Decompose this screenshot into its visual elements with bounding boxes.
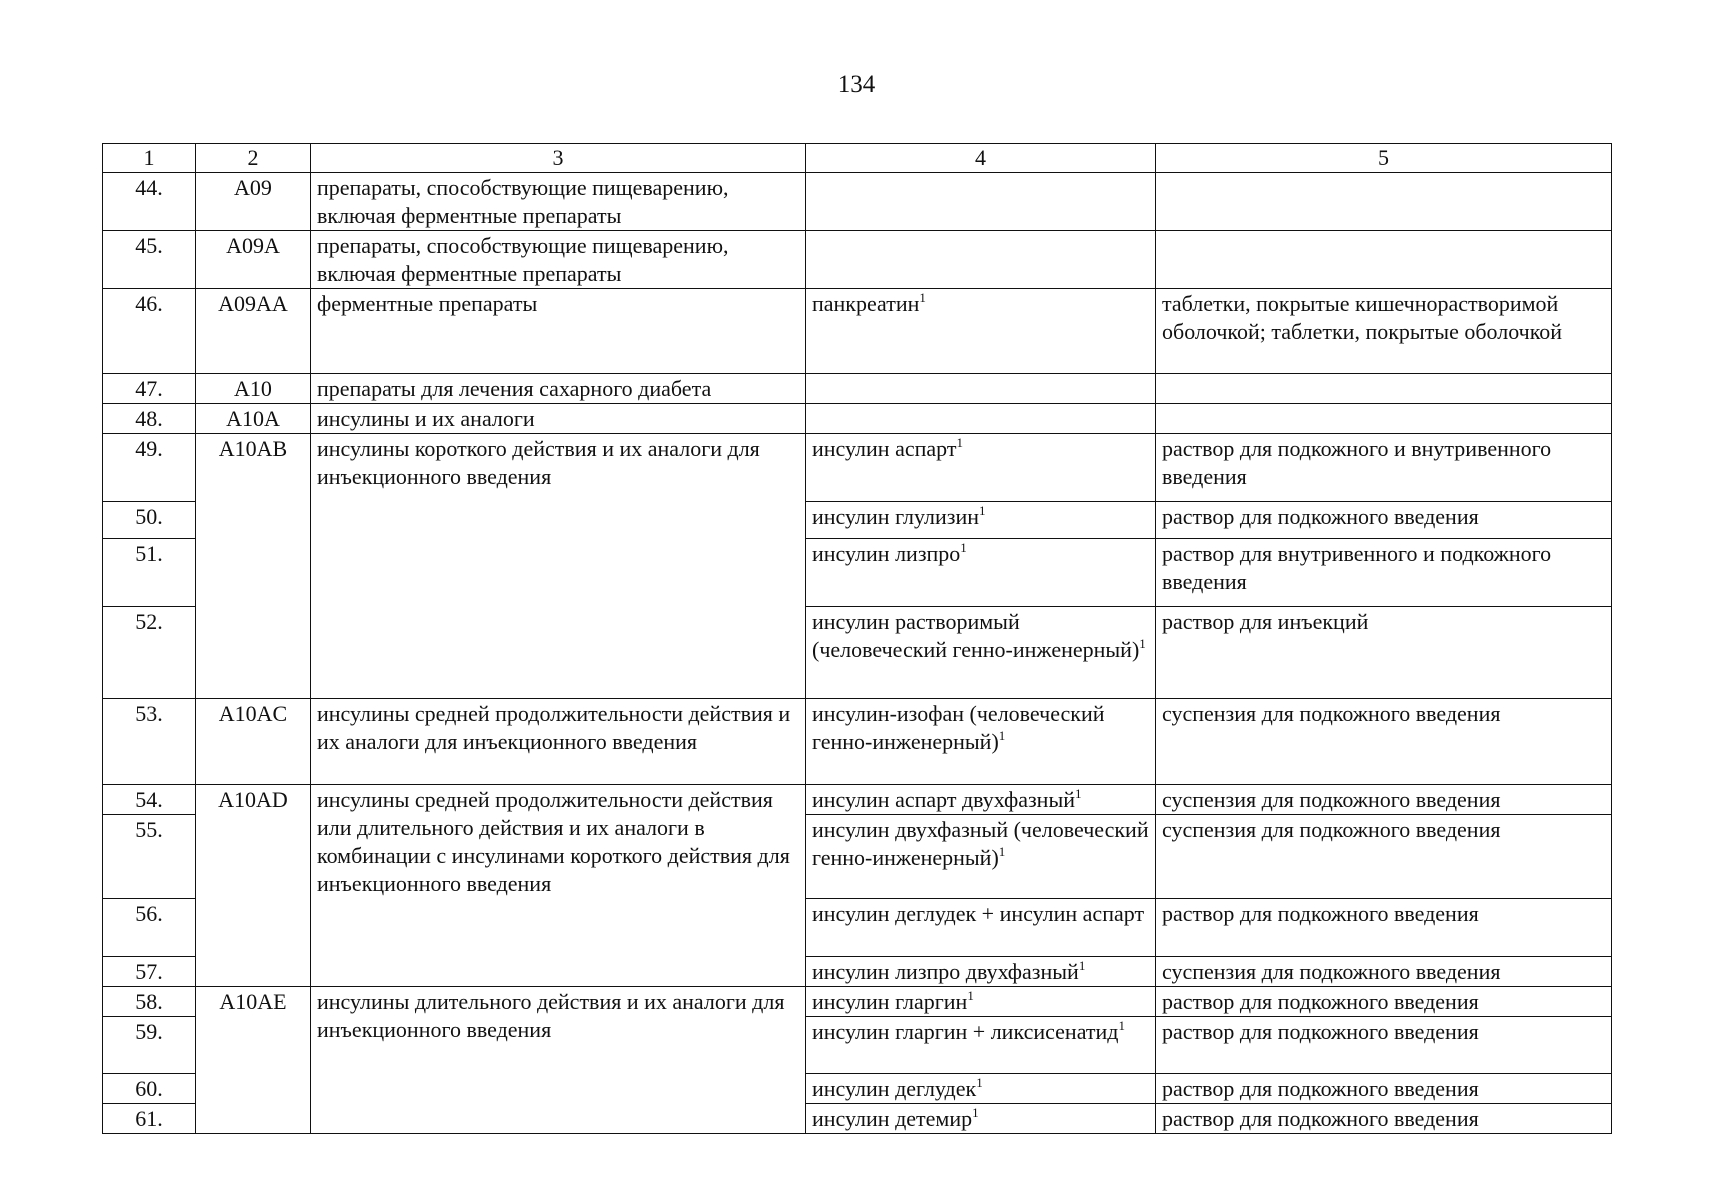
footnote-mark: 1 (998, 728, 1006, 743)
footnote-mark: 1 (976, 1075, 983, 1090)
footnote-mark: 1 (1078, 958, 1086, 973)
column-header: 1 (103, 144, 196, 173)
row-number: 55. (103, 815, 196, 899)
table-row (103, 699, 1612, 785)
row-number: 59. (103, 1017, 196, 1074)
anatomical-therapeutic-group: ферментные препараты (311, 289, 806, 374)
footnote-mark: 1 (1118, 1018, 1125, 1033)
drug-name: инсулин деглудек + инсулин аспарт (806, 899, 1156, 957)
drug-name: инсулин лизпро двухфазный$^1$ (806, 957, 1156, 987)
row-number: 52. (103, 607, 196, 699)
footnote-mark: 1 (998, 844, 1006, 859)
row-number: 54. (103, 785, 196, 815)
drug-name: панкреатин$^1$ (806, 289, 1156, 374)
drug-name: инсулин детемир$^1$ (806, 1104, 1156, 1134)
column-header: 4 (806, 144, 1156, 173)
anatomical-therapeutic-group: препараты, способствующие пищеварению, включая ферментные препараты (311, 173, 806, 231)
drug-name: инсулин аспарт$^1$ (806, 434, 1156, 502)
drug-name: инсулин гларгин + ликсисенатид$^1$ (806, 1017, 1156, 1074)
row-number: 57. (103, 957, 196, 987)
row-number: 50. (103, 502, 196, 539)
table-row (103, 434, 1612, 502)
drug-name (806, 173, 1156, 231)
atc-code: A10AB (196, 434, 311, 699)
row-number: 44. (103, 173, 196, 231)
row-number: 56. (103, 899, 196, 957)
drug-name: инсулин аспарт двухфазный$^1$ (806, 785, 1156, 815)
atc-code: A09AA (196, 289, 311, 374)
footnote-mark: 1 (919, 290, 926, 305)
drug-name: инсулин растворимый (человеческий генно-инженерный)$^1$ (806, 607, 1156, 699)
table-row (103, 785, 1612, 815)
dosage-form (1156, 404, 1612, 434)
column-header: 5 (1156, 144, 1612, 173)
table-row (103, 289, 1612, 374)
drug-name: инсулин глулизин$^1$ (806, 502, 1156, 539)
table-row (103, 404, 1612, 434)
drug-name (806, 404, 1156, 434)
atc-code: A10AE (196, 987, 311, 1134)
anatomical-therapeutic-group: препараты, способствующие пищеварению, включая ферментные препараты (311, 231, 806, 289)
row-number: 60. (103, 1074, 196, 1104)
drug-name: инсулин деглудек$^1$ (806, 1074, 1156, 1104)
anatomical-therapeutic-group: инсулины и их аналоги (311, 404, 806, 434)
footnote-mark: 1 (956, 435, 963, 450)
row-number: 48. (103, 404, 196, 434)
drug-list-table (102, 143, 1612, 1134)
dosage-form: раствор для подкожного и внутривенного введения (1156, 434, 1612, 502)
dosage-form: таблетки, покрытые кишечнорастворимой оболочкой; таблетки, покрытые оболочкой (1156, 289, 1612, 374)
dosage-form: раствор для внутривенного и подкожного введения (1156, 539, 1612, 607)
atc-code: A10 (196, 374, 311, 404)
row-number: 49. (103, 434, 196, 502)
anatomical-therapeutic-group: инсулины средней продолжительности действия или длительного действия и их аналоги в комбинации с инсулинами короткого действия для инъекционного введения (311, 785, 806, 987)
row-number: 53. (103, 699, 196, 785)
row-number: 45. (103, 231, 196, 289)
footnote-mark: 1 (979, 503, 986, 518)
drug-name: инсулин-изофан (человеческий генно-инженерный)$^1$ (806, 699, 1156, 785)
row-number: 46. (103, 289, 196, 374)
dosage-form (1156, 173, 1612, 231)
dosage-form: раствор для подкожного введения (1156, 987, 1612, 1017)
row-number: 47. (103, 374, 196, 404)
footnote-mark: 1 (967, 988, 974, 1003)
table-row (103, 987, 1612, 1017)
dosage-form: раствор для подкожного введения (1156, 1104, 1612, 1134)
dosage-form (1156, 374, 1612, 404)
dosage-form: раствор для подкожного введения (1156, 502, 1612, 539)
dosage-form: раствор для подкожного введения (1156, 899, 1612, 957)
column-header: 3 (311, 144, 806, 173)
dosage-form: раствор для подкожного введения (1156, 1017, 1612, 1074)
atc-code: A09 (196, 173, 311, 231)
dosage-form: суспензия для подкожного введения (1156, 699, 1612, 785)
drug-name: инсулин лизпро$^1$ (806, 539, 1156, 607)
row-number: 51. (103, 539, 196, 607)
atc-code: A10A (196, 404, 311, 434)
footnote-mark: 1 (1139, 636, 1146, 651)
anatomical-therapeutic-group: инсулины длительного действия и их аналоги для инъекционного введения (311, 987, 806, 1134)
column-header: 2 (196, 144, 311, 173)
table-row (103, 173, 1612, 231)
dosage-form: раствор для подкожного введения (1156, 1074, 1612, 1104)
drug-name (806, 374, 1156, 404)
dosage-form (1156, 231, 1612, 289)
row-number: 61. (103, 1104, 196, 1134)
footnote-mark: 1 (960, 540, 967, 555)
anatomical-therapeutic-group: инсулины короткого действия и их аналоги для инъекционного введения (311, 434, 806, 699)
page-number: 134 (837, 71, 876, 98)
table-row (103, 231, 1612, 289)
table-header-row (103, 144, 1612, 173)
drug-name: инсулин гларгин$^1$ (806, 987, 1156, 1017)
dosage-form: суспензия для подкожного введения (1156, 815, 1612, 899)
drug-name (806, 231, 1156, 289)
dosage-form: суспензия для подкожного введения (1156, 785, 1612, 815)
anatomical-therapeutic-group: препараты для лечения сахарного диабета (311, 374, 806, 404)
footnote-mark: 1 (972, 1105, 979, 1120)
footnote-mark: 1 (1075, 786, 1082, 801)
table-row (103, 374, 1612, 404)
row-number: 58. (103, 987, 196, 1017)
anatomical-therapeutic-group: инсулины средней продолжительности действия и их аналоги для инъекционного введения (311, 699, 806, 785)
atc-code: A10AD (196, 785, 311, 987)
dosage-form: раствор для инъекций (1156, 607, 1612, 699)
atc-code: A09A (196, 231, 311, 289)
dosage-form: суспензия для подкожного введения (1156, 957, 1612, 987)
drug-name: инсулин двухфазный (человеческий генно-инженерный)$^1$ (806, 815, 1156, 899)
atc-code: A10AC (196, 699, 311, 785)
